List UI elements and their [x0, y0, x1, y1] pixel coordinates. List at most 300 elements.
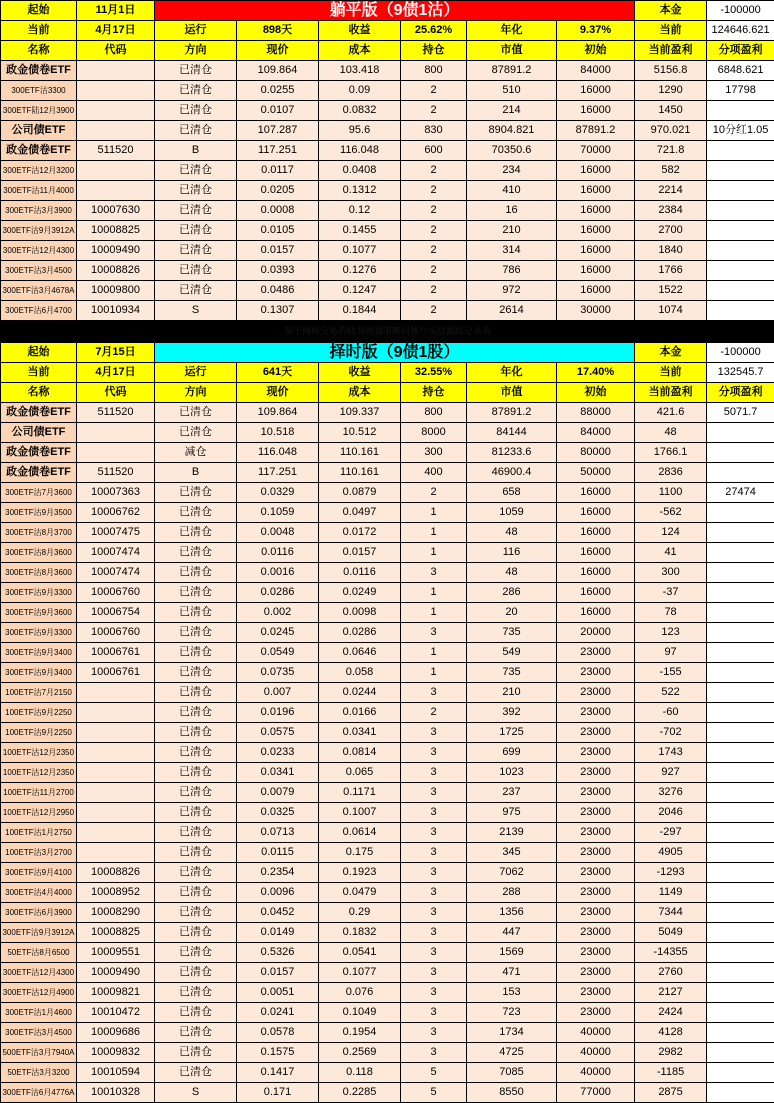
cell-code — [77, 783, 155, 803]
cell-code: 10010328 — [77, 1083, 155, 1103]
cell-code: 10007363 — [77, 483, 155, 503]
cell-price: 0.0486 — [237, 281, 319, 301]
table-row[interactable] — [1, 583, 774, 603]
cell-current-profit: 2760 — [635, 963, 707, 983]
cell-initial: 23000 — [557, 643, 635, 663]
cell-current-profit: 123 — [635, 623, 707, 643]
col-header-market-value: 市值 — [467, 41, 557, 61]
cell-initial: 23000 — [557, 983, 635, 1003]
cell-initial: 30000 — [557, 301, 635, 321]
cell-initial: 16000 — [557, 523, 635, 543]
table-row[interactable] — [1, 443, 774, 463]
cell-position: 5 — [401, 1063, 467, 1083]
cell-position: 3 — [401, 623, 467, 643]
banner-row-2 — [1, 343, 774, 363]
table-row[interactable] — [1, 121, 774, 141]
cell-market-value: 1356 — [467, 903, 557, 923]
table-row[interactable] — [1, 403, 774, 423]
cell-price: 0.0107 — [237, 101, 319, 121]
col-header-market-value-t2: 市值 — [467, 383, 557, 403]
cell-price: 0.0196 — [237, 703, 319, 723]
cell-cost: 0.1077 — [319, 963, 401, 983]
cell-current-profit: 48 — [635, 423, 707, 443]
cell-current-profit: -1293 — [635, 863, 707, 883]
cell-name: 政金债卷ETF — [1, 403, 77, 423]
cell-market-value: 471 — [467, 963, 557, 983]
cell-current-profit: 2982 — [635, 1043, 707, 1063]
cell-sub-profit — [707, 1083, 774, 1103]
cell-current-profit: -37 — [635, 583, 707, 603]
status-row-2 — [1, 363, 774, 383]
table-row[interactable] — [1, 923, 774, 943]
cell-direction: 已清仓 — [155, 61, 237, 81]
cell-sub-profit — [707, 141, 774, 161]
cell-code — [77, 763, 155, 783]
cell-current-profit: 1149 — [635, 883, 707, 903]
cell-initial: 23000 — [557, 743, 635, 763]
table-row[interactable] — [1, 141, 774, 161]
cell-market-value: 1725 — [467, 723, 557, 743]
cell-price: 0.1575 — [237, 1043, 319, 1063]
start-label: 起始 — [1, 1, 77, 21]
cell-code: 10006760 — [77, 583, 155, 603]
cell-position: 300 — [401, 443, 467, 463]
cell-code — [77, 803, 155, 823]
cell-cost: 0.0098 — [319, 603, 401, 623]
capital-value: -100000 — [707, 1, 774, 21]
cell-direction: 已清仓 — [155, 161, 237, 181]
profit-value-t2: 32.55% — [401, 363, 467, 383]
cell-name: 50ETF沽8月6500 — [1, 943, 77, 963]
cell-name: 300ETF沽3月4678A — [1, 281, 77, 301]
cell-market-value: 1023 — [467, 763, 557, 783]
cell-current-profit: 7344 — [635, 903, 707, 923]
cell-direction: 已清仓 — [155, 503, 237, 523]
cell-name: 300ETF沽9月3300 — [1, 623, 77, 643]
cell-position: 1 — [401, 583, 467, 603]
cell-code: 10006754 — [77, 603, 155, 623]
cell-direction: B — [155, 463, 237, 483]
cell-current-profit: -1185 — [635, 1063, 707, 1083]
cell-cost: 0.1923 — [319, 863, 401, 883]
cell-code — [77, 423, 155, 443]
cell-position: 2 — [401, 301, 467, 321]
cell-position: 2 — [401, 201, 467, 221]
title-zeshi: 择时版（9债1股） — [155, 343, 635, 363]
cell-market-value: 87891.2 — [467, 61, 557, 81]
table-row[interactable] — [1, 241, 774, 261]
cell-market-value: 81233.6 — [467, 443, 557, 463]
cell-sub-profit — [707, 161, 774, 181]
cell-initial: 88000 — [557, 403, 635, 423]
cell-position: 3 — [401, 923, 467, 943]
cell-market-value: 975 — [467, 803, 557, 823]
cell-cost: 116.048 — [319, 141, 401, 161]
table-row[interactable] — [1, 201, 774, 221]
table-row[interactable] — [1, 301, 774, 321]
cell-position: 2 — [401, 281, 467, 301]
cell-name: 公司债ETF — [1, 121, 77, 141]
cell-current-profit: 1100 — [635, 483, 707, 503]
cell-code — [77, 683, 155, 703]
cell-initial: 40000 — [557, 1063, 635, 1083]
table-row[interactable] — [1, 101, 774, 121]
cell-direction: 已清仓 — [155, 583, 237, 603]
cell-price: 116.048 — [237, 443, 319, 463]
cell-direction: 已清仓 — [155, 883, 237, 903]
cell-position: 3 — [401, 903, 467, 923]
cell-cost: 110.161 — [319, 443, 401, 463]
cell-sub-profit — [707, 763, 774, 783]
cell-direction: 已清仓 — [155, 121, 237, 141]
cell-sub-profit — [707, 241, 774, 261]
cell-sub-profit — [707, 101, 774, 121]
cell-initial: 80000 — [557, 443, 635, 463]
cell-direction: 已清仓 — [155, 101, 237, 121]
cell-price: 109.864 — [237, 61, 319, 81]
cell-code: 10006761 — [77, 643, 155, 663]
cell-name: 政金债卷ETF — [1, 61, 77, 81]
cell-cost: 10.512 — [319, 423, 401, 443]
cell-price: 0.0329 — [237, 483, 319, 503]
cell-position: 3 — [401, 763, 467, 783]
cell-cost: 0.0479 — [319, 883, 401, 903]
cell-market-value: 972 — [467, 281, 557, 301]
capital-label-2: 本金 — [635, 343, 707, 363]
cell-cost: 110.161 — [319, 463, 401, 483]
cell-initial: 16000 — [557, 281, 635, 301]
cell-initial: 16000 — [557, 81, 635, 101]
table-row[interactable] — [1, 161, 774, 181]
table-row[interactable] — [1, 823, 774, 843]
table-row[interactable] — [1, 963, 774, 983]
cell-sub-profit — [707, 723, 774, 743]
cell-direction: 已清仓 — [155, 563, 237, 583]
cell-price: 0.0149 — [237, 923, 319, 943]
cell-current-profit: 97 — [635, 643, 707, 663]
run-label-t2: 运行 — [155, 363, 237, 383]
table-row[interactable] — [1, 723, 774, 743]
cell-code: 10010472 — [77, 1003, 155, 1023]
cell-market-value: 153 — [467, 983, 557, 1003]
cell-sub-profit — [707, 903, 774, 923]
cell-initial: 23000 — [557, 963, 635, 983]
table-row[interactable] — [1, 783, 774, 803]
cell-direction: 已清仓 — [155, 201, 237, 221]
cell-name: 300ETF沽8月3600 — [1, 563, 77, 583]
cell-initial: 40000 — [557, 1023, 635, 1043]
cell-price: 0.0096 — [237, 883, 319, 903]
cell-name: 300ETF沽12月4900 — [1, 983, 77, 1003]
run-days-t2: 641天 — [237, 363, 319, 383]
table-row[interactable] — [1, 1063, 774, 1083]
now-total-value: 124646.621 — [707, 21, 774, 41]
cell-name: 300ETF沽3月4500 — [1, 1023, 77, 1043]
cell-market-value: 1569 — [467, 943, 557, 963]
table-row[interactable] — [1, 1083, 774, 1103]
cell-market-value: 2139 — [467, 823, 557, 843]
cell-position: 3 — [401, 743, 467, 763]
cell-price: 0.0079 — [237, 783, 319, 803]
cell-price: 0.0116 — [237, 543, 319, 563]
cell-cost: 0.2569 — [319, 1043, 401, 1063]
table-row[interactable] — [1, 61, 774, 81]
cell-sub-profit — [707, 983, 774, 1003]
col-header-sub-profit: 分项盈利 — [707, 41, 774, 61]
table-row[interactable] — [1, 703, 774, 723]
cell-code: 10009800 — [77, 281, 155, 301]
cell-sub-profit — [707, 943, 774, 963]
cell-code: 10008826 — [77, 261, 155, 281]
cell-current-profit: 1290 — [635, 81, 707, 101]
cell-initial: 23000 — [557, 783, 635, 803]
cell-price: 109.864 — [237, 403, 319, 423]
cell-cost: 0.076 — [319, 983, 401, 1003]
cell-market-value: 70350.6 — [467, 141, 557, 161]
banner-row-1 — [1, 1, 774, 21]
cell-price: 0.2354 — [237, 863, 319, 883]
cell-initial: 16000 — [557, 161, 635, 181]
col-header-current-profit-t2: 当前盈利 — [635, 383, 707, 403]
cell-cost: 0.2285 — [319, 1083, 401, 1103]
start-label-2: 起始 — [1, 343, 77, 363]
cell-name: 100ETF沽9月2250 — [1, 703, 77, 723]
cell-name: 300ETF沽3300 — [1, 81, 77, 101]
cell-initial: 23000 — [557, 923, 635, 943]
cell-sub-profit: 17798 — [707, 81, 774, 101]
cell-name: 300ETF沽3月3900 — [1, 201, 77, 221]
cell-sub-profit — [707, 181, 774, 201]
now-total-value-t2: 132545.7 — [707, 363, 774, 383]
cell-code: 511520 — [77, 141, 155, 161]
cell-position: 3 — [401, 1003, 467, 1023]
table-row[interactable] — [1, 463, 774, 483]
table-tangping — [0, 0, 774, 321]
table-row[interactable] — [1, 883, 774, 903]
annual-value-t2: 17.40% — [557, 363, 635, 383]
cell-price: 0.0115 — [237, 843, 319, 863]
table-row[interactable] — [1, 863, 774, 883]
cell-sub-profit — [707, 583, 774, 603]
cell-cost: 0.0541 — [319, 943, 401, 963]
cell-name: 300ETF沽12月4300 — [1, 963, 77, 983]
cell-market-value: 699 — [467, 743, 557, 763]
table-row[interactable] — [1, 423, 774, 443]
cell-market-value: 2614 — [467, 301, 557, 321]
cell-code: 10007474 — [77, 543, 155, 563]
cell-price: 0.0157 — [237, 241, 319, 261]
cell-sub-profit — [707, 603, 774, 623]
cell-cost: 0.0244 — [319, 683, 401, 703]
cell-sub-profit — [707, 1003, 774, 1023]
col-header-cost: 成本 — [319, 41, 401, 61]
cell-current-profit: 1074 — [635, 301, 707, 321]
table-row[interactable] — [1, 843, 774, 863]
table-row[interactable] — [1, 1023, 774, 1043]
cell-direction: 已清仓 — [155, 963, 237, 983]
cell-direction: 已清仓 — [155, 603, 237, 623]
cell-price: 0.1059 — [237, 503, 319, 523]
cell-code: 10006761 — [77, 663, 155, 683]
cell-sub-profit — [707, 703, 774, 723]
cell-code: 10009832 — [77, 1043, 155, 1063]
cell-name: 100ETF沽9月2250 — [1, 723, 77, 743]
cell-direction: 已清仓 — [155, 423, 237, 443]
cell-cost: 0.058 — [319, 663, 401, 683]
cell-cost: 95.6 — [319, 121, 401, 141]
cell-cost: 0.0814 — [319, 743, 401, 763]
cell-position: 2 — [401, 261, 467, 281]
cell-price: 0.5326 — [237, 943, 319, 963]
cell-market-value: 8550 — [467, 1083, 557, 1103]
table-row[interactable] — [1, 663, 774, 683]
cell-cost: 0.0341 — [319, 723, 401, 743]
cell-code: 10008290 — [77, 903, 155, 923]
col-header-price: 现价 — [237, 41, 319, 61]
cell-cost: 0.1832 — [319, 923, 401, 943]
cell-cost: 0.1007 — [319, 803, 401, 823]
cell-market-value: 658 — [467, 483, 557, 503]
cell-sub-profit — [707, 443, 774, 463]
cell-name: 300ETF沽6月4700 — [1, 301, 77, 321]
cell-market-value: 20 — [467, 603, 557, 623]
table-row[interactable] — [1, 281, 774, 301]
table-row[interactable] — [1, 543, 774, 563]
cell-direction: 已清仓 — [155, 943, 237, 963]
cell-price: 0.0452 — [237, 903, 319, 923]
cell-initial: 23000 — [557, 883, 635, 903]
cell-market-value: 48 — [467, 563, 557, 583]
cell-initial: 77000 — [557, 1083, 635, 1103]
cell-position: 1 — [401, 503, 467, 523]
capital-value-2: -100000 — [707, 343, 774, 363]
profit-value: 25.62% — [401, 21, 467, 41]
table-row[interactable] — [1, 503, 774, 523]
cell-position: 3 — [401, 1023, 467, 1043]
cell-sub-profit — [707, 643, 774, 663]
cell-cost: 0.175 — [319, 843, 401, 863]
cell-market-value: 210 — [467, 221, 557, 241]
cell-sub-profit — [707, 281, 774, 301]
cell-code: 511520 — [77, 463, 155, 483]
col-header-direction-t2: 方向 — [155, 383, 237, 403]
table-row[interactable] — [1, 903, 774, 923]
col-header-initial: 初始 — [557, 41, 635, 61]
cell-direction: 已清仓 — [155, 523, 237, 543]
cell-direction: 已清仓 — [155, 1043, 237, 1063]
cell-direction: 已清仓 — [155, 803, 237, 823]
col-header-position: 持仓 — [401, 41, 467, 61]
cell-initial: 23000 — [557, 903, 635, 923]
table-row[interactable] — [1, 483, 774, 503]
table-row[interactable] — [1, 803, 774, 823]
cell-name: 政金债卷ETF — [1, 443, 77, 463]
cell-position: 2 — [401, 181, 467, 201]
cell-code — [77, 61, 155, 81]
cell-market-value: 549 — [467, 643, 557, 663]
col-header-price-t2: 现价 — [237, 383, 319, 403]
cell-cost: 0.0116 — [319, 563, 401, 583]
table-row[interactable] — [1, 261, 774, 281]
table-row[interactable] — [1, 603, 774, 623]
cell-current-profit: 5049 — [635, 923, 707, 943]
col-header-position-t2: 持仓 — [401, 383, 467, 403]
cell-initial: 23000 — [557, 683, 635, 703]
table-row[interactable] — [1, 181, 774, 201]
cell-code: 10010934 — [77, 301, 155, 321]
cell-sub-profit — [707, 803, 774, 823]
cell-initial: 23000 — [557, 843, 635, 863]
cell-initial: 40000 — [557, 1043, 635, 1063]
cell-name: 300ETF沽6月3900 — [1, 903, 77, 923]
cell-market-value: 410 — [467, 181, 557, 201]
cell-price: 10.518 — [237, 423, 319, 443]
cell-initial: 16000 — [557, 603, 635, 623]
cell-sub-profit: 27474 — [707, 483, 774, 503]
table-row[interactable] — [1, 763, 774, 783]
table-row[interactable] — [1, 943, 774, 963]
cell-cost: 0.1247 — [319, 281, 401, 301]
cell-name: 300ETF沽3月4500 — [1, 261, 77, 281]
cell-price: 0.0393 — [237, 261, 319, 281]
cell-initial: 20000 — [557, 623, 635, 643]
table-row[interactable] — [1, 983, 774, 1003]
cell-position: 3 — [401, 843, 467, 863]
cell-position: 2 — [401, 221, 467, 241]
cell-direction: 已清仓 — [155, 843, 237, 863]
table-row[interactable] — [1, 81, 774, 101]
cell-position: 1 — [401, 523, 467, 543]
cell-position: 600 — [401, 141, 467, 161]
table-row[interactable] — [1, 523, 774, 543]
table-row[interactable] — [1, 221, 774, 241]
cell-code: 10007474 — [77, 563, 155, 583]
cell-price: 0.0735 — [237, 663, 319, 683]
annual-label-t2: 年化 — [467, 363, 557, 383]
cell-position: 2 — [401, 161, 467, 181]
cell-sub-profit — [707, 503, 774, 523]
cell-market-value: 345 — [467, 843, 557, 863]
cell-name: 300ETF沽4月4000 — [1, 883, 77, 903]
table-row[interactable] — [1, 623, 774, 643]
cell-current-profit: 1743 — [635, 743, 707, 763]
cell-sub-profit: 5071.7 — [707, 403, 774, 423]
cell-initial: 84000 — [557, 423, 635, 443]
cell-sub-profit — [707, 963, 774, 983]
cell-sub-profit — [707, 563, 774, 583]
cell-current-profit: -297 — [635, 823, 707, 843]
cell-cost: 0.0832 — [319, 101, 401, 121]
cell-current-profit: 2836 — [635, 463, 707, 483]
cell-cost: 0.0879 — [319, 483, 401, 503]
table-row[interactable] — [1, 643, 774, 663]
cell-price: 0.0051 — [237, 983, 319, 1003]
table-row[interactable] — [1, 1043, 774, 1063]
cell-code: 10009490 — [77, 963, 155, 983]
table-row[interactable] — [1, 563, 774, 583]
cell-code — [77, 181, 155, 201]
cell-market-value: 314 — [467, 241, 557, 261]
cell-cost: 0.0497 — [319, 503, 401, 523]
table-row[interactable] — [1, 683, 774, 703]
table-row[interactable] — [1, 1003, 774, 1023]
cell-cost: 0.0249 — [319, 583, 401, 603]
cell-cost: 0.1077 — [319, 241, 401, 261]
table-row[interactable] — [1, 743, 774, 763]
now-date: 4月17日 — [77, 21, 155, 41]
cell-price: 0.0549 — [237, 643, 319, 663]
cell-position: 2 — [401, 241, 467, 261]
